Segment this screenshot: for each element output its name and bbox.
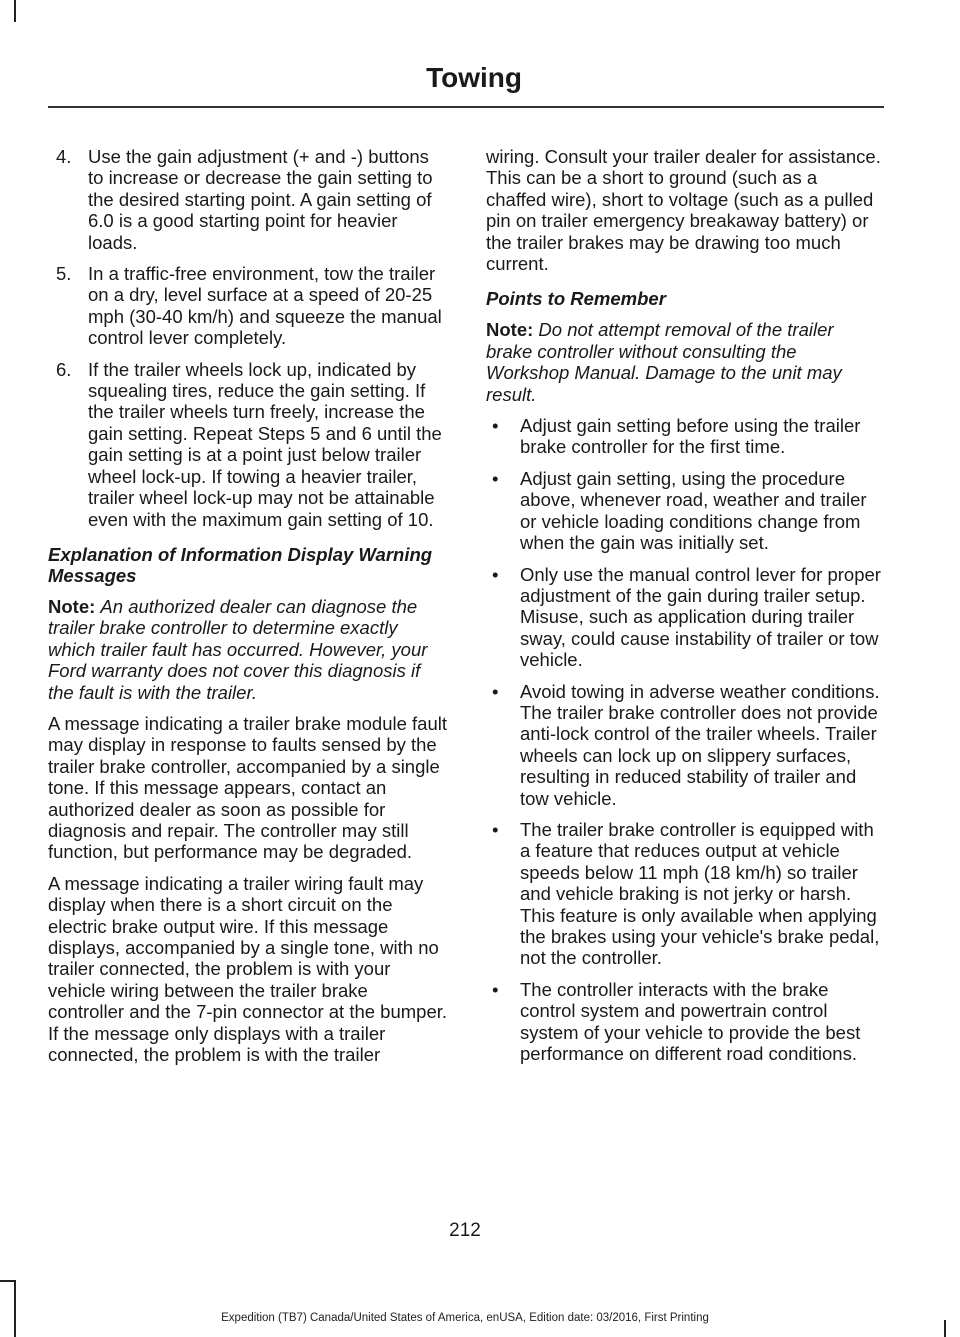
bullet-icon: • <box>492 978 499 1000</box>
list-item <box>48 359 448 530</box>
crop-mark <box>0 1280 14 1282</box>
note <box>48 596 448 703</box>
list-item <box>486 819 881 969</box>
list-item <box>486 415 881 458</box>
note-label: Note: <box>486 319 534 341</box>
list-item <box>486 564 881 671</box>
section-heading: Explanation of Information Display Warning Messages <box>48 543 433 586</box>
step-text: Use the gain adjustment (+ and -) buttons to increase or decrease the gain setting to the desired starting point. A gain setting of 6.0 is a good starting point for heavier loads. <box>88 146 433 253</box>
list-item <box>48 263 448 349</box>
left-column <box>48 146 448 1075</box>
step-text: If the trailer wheels lock up, indicated by squealing tires, reduce the gain setting. If the trailer wheels turn freely, increase the gain setting. Repeat Steps 5 and 6 until the gain setting is at a point just below trailer wheel lock-up. If towing a heavier trailer, trailer wheel lock-up may not be attainable even with the maximum gain setting of 10. <box>88 358 442 530</box>
page-title: Towing <box>426 62 522 93</box>
section-heading: Points to Remember <box>486 288 666 310</box>
crop-mark <box>14 0 16 22</box>
header-divider <box>48 106 884 108</box>
page-number: 212 <box>449 1220 481 1241</box>
paragraph: A message indicating a trailer brake module fault may display in response to faults sensed by the trailer brake controller, accompanied by a single tone. If this message appears, contact an authorized dealer as soon as possible for diagnosis and repair. The controller may still function, but performance may be degraded. <box>48 712 447 863</box>
bullet-icon: • <box>492 415 499 437</box>
list-item <box>486 468 881 554</box>
note <box>486 319 881 405</box>
list-item <box>486 979 881 1065</box>
list-item <box>486 681 881 809</box>
right-column <box>486 146 881 1074</box>
step-text: In a traffic-free environment, tow the trailer on a dry, level surface at a speed of 20-25 mph (30-40 km/h) and squeeze the manual control lever completely. <box>88 263 442 349</box>
step-number: 4. <box>56 146 72 167</box>
bullet-list <box>486 415 881 1064</box>
bullet-icon: • <box>492 467 499 489</box>
bullet-text: The controller interacts with the brake control system and powertrain control system of your vehicle to provide the best performance on different road conditions. <box>520 978 861 1065</box>
note-label: Note: <box>48 595 96 617</box>
crop-mark <box>944 1320 946 1337</box>
step-number: 5. <box>56 263 72 285</box>
step-list <box>48 146 448 530</box>
paragraph: A message indicating a trailer wiring fault may display when there is a short circuit on the electric brake output wire. If this message displays, accompanied by a single tone, with no trailer connected, the problem is with your vehicle wiring between the trailer brake controller and the 7-pin connector at the bumper. If the message only displays with a trailer connected, the problem is with the trailer <box>48 872 448 1066</box>
list-item <box>48 146 448 253</box>
bullet-icon: • <box>492 680 499 702</box>
bullet-text: Adjust gain setting, using the procedure above, whenever road, weather and trailer or vehicle loading conditions change from when the gain was initially set. <box>520 467 867 554</box>
crop-mark <box>14 1280 16 1337</box>
bullet-icon: • <box>492 563 499 585</box>
bullet-text: Avoid towing in adverse weather conditions. The trailer brake controller does not provide anti-lock control of the trailer wheels. Trailer wheels can lock up on slippery surfaces, resulting in reduced stability of trailer and tow vehicle. <box>520 680 880 809</box>
bullet-text: Adjust gain setting before using the trailer brake controller for the first time. <box>520 415 861 458</box>
note-text: Do not attempt removal of the trailer brake controller without consulting the Workshop Manual. Damage to the unit may result. <box>486 319 842 405</box>
step-number: 6. <box>56 358 72 380</box>
note-text: An authorized dealer can diagnose the trailer brake controller to determine exactly which trailer fault has occurred. However, your Ford warranty does not cover this diagnosis if the fault is with the trailer. <box>48 595 428 703</box>
bullet-text: Only use the manual control lever for proper adjustment of the gain during trailer setup. Misuse, such as application during trailer sway, could cause instability of trailer or tow vehicle. <box>520 563 881 671</box>
bullet-text: The trailer brake controller is equipped with a feature that reduces output at vehicle speeds below 11 mph (18 km/h) so trailer and vehicle braking is not jerky or harsh. This feature is only available when applying the brakes using your vehicle's brake pedal, not the controller. <box>520 818 880 969</box>
bullet-icon: • <box>492 818 499 840</box>
edition-footer: Expedition (TB7) Canada/United States of America, enUSA, Edition date: 03/2016, First Printing <box>221 1312 709 1324</box>
paragraph: wiring. Consult your trailer dealer for assistance. This can be a short to ground (such as a chaffed wire), short to voltage (such as a pulled pin on trailer emergency breakaway battery) or the trailer brakes may be drawing too much current. <box>486 146 881 275</box>
